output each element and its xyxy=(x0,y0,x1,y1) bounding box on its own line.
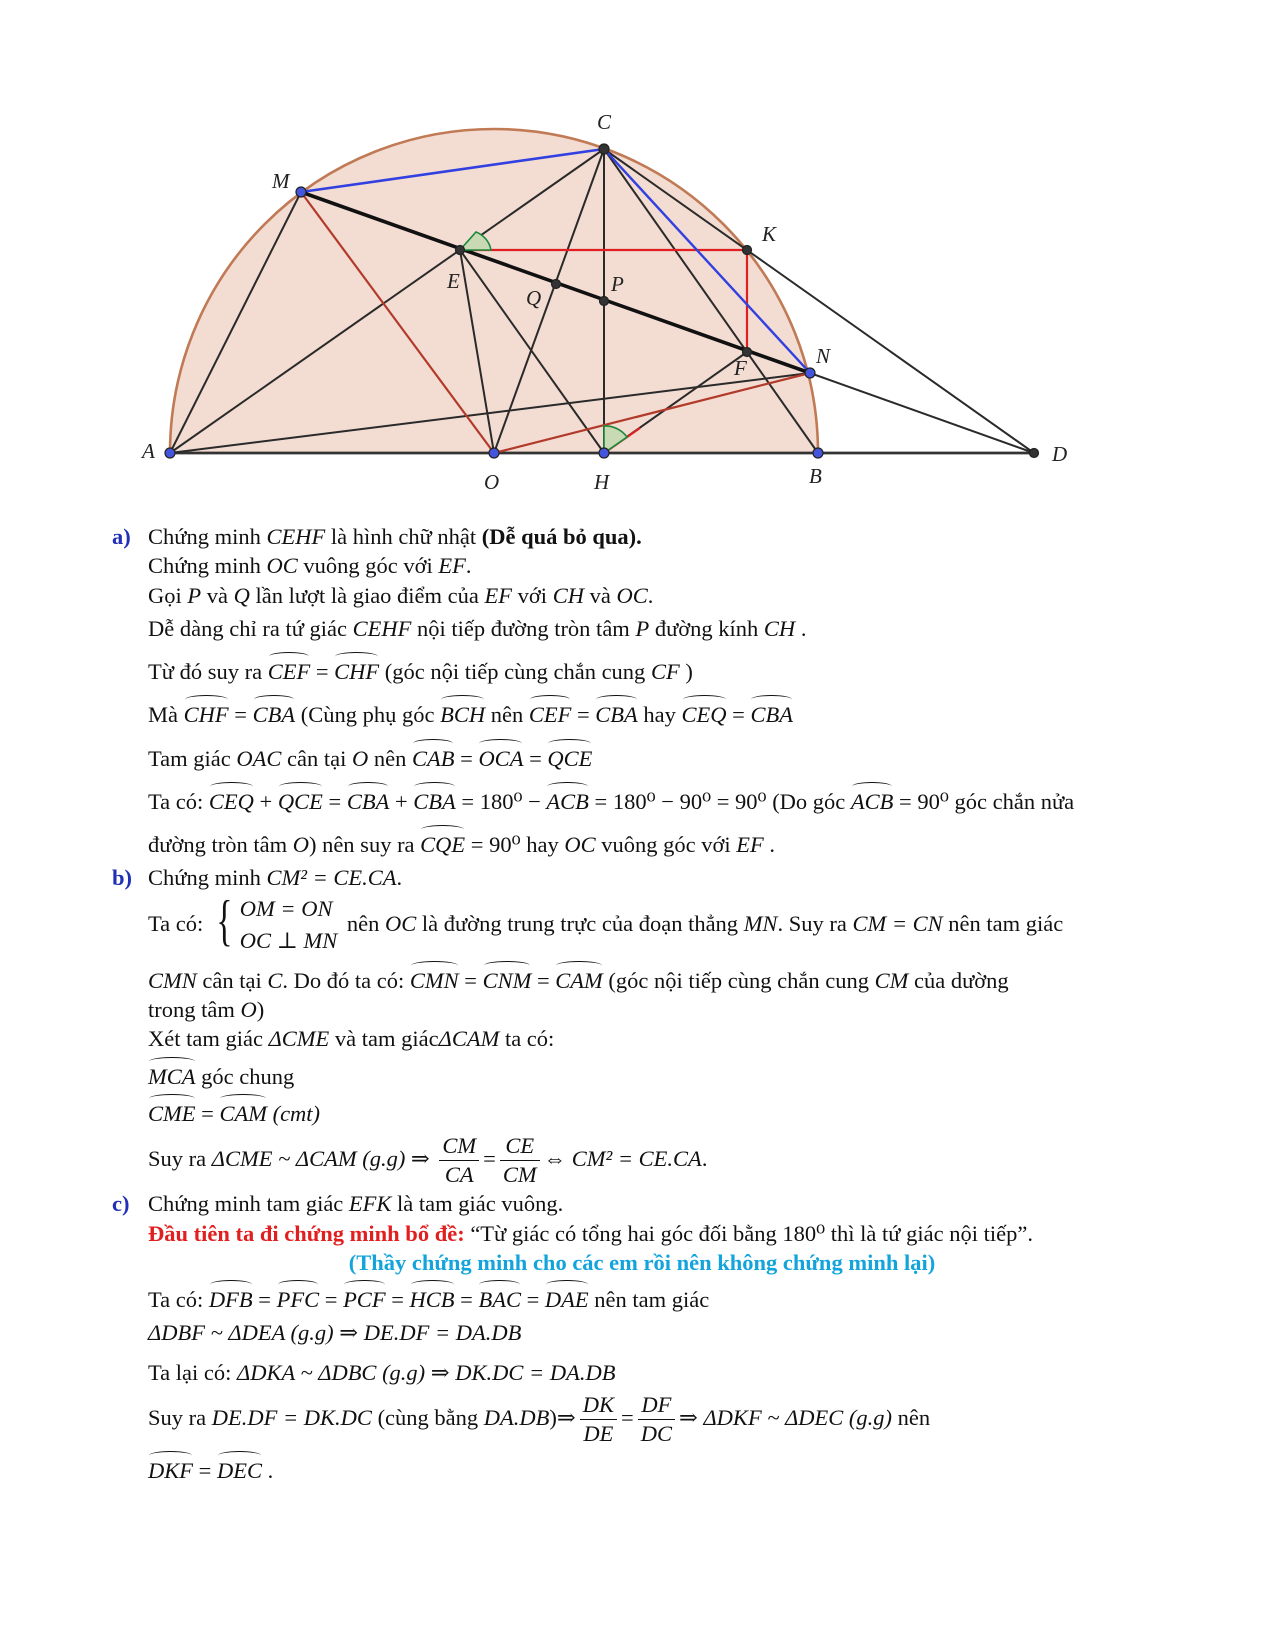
math-expression: P xyxy=(187,582,202,608)
text-fragment: Suy ra xyxy=(148,1145,207,1171)
text-fragment: vuông góc với xyxy=(303,553,433,579)
text-fragment: Đầu tiên ta đi chứng minh bổ đề: xyxy=(148,1220,465,1246)
math-expression: ΔCME xyxy=(268,1026,330,1052)
fraction-ce-cm xyxy=(500,1132,540,1189)
text-fragment: và xyxy=(589,582,611,608)
text-fragment: . xyxy=(465,553,472,579)
text-fragment: CE xyxy=(500,1132,540,1161)
text-fragment: { xyxy=(216,889,233,952)
point-O xyxy=(489,448,499,458)
text-fragment: (góc nội tiếp cùng chắn cung xyxy=(608,967,869,993)
text-fragment: và xyxy=(206,582,228,608)
point-A xyxy=(165,448,175,458)
geometry-figure xyxy=(0,0,1275,505)
math-expression: OAC xyxy=(236,745,282,771)
text-fragment: )⇒ xyxy=(549,1404,576,1430)
label-A: A xyxy=(142,439,155,463)
part-a-line-2 xyxy=(112,551,1192,580)
text-fragment: . xyxy=(647,582,654,608)
part-c-number: c) xyxy=(112,1191,130,1217)
point-B xyxy=(813,448,823,458)
text-fragment: . xyxy=(267,1458,274,1483)
text-fragment: = xyxy=(460,745,473,771)
label-D: D xyxy=(1052,442,1068,466)
fraction-dk-de xyxy=(580,1391,617,1448)
text-fragment: góc chung xyxy=(201,1063,295,1089)
label-C: C xyxy=(597,110,612,134)
text-fragment: góc chắn nửa xyxy=(954,788,1075,814)
text-fragment: = xyxy=(315,659,329,684)
part-b-line-2 xyxy=(112,889,1192,958)
text-fragment: . xyxy=(800,615,807,641)
text-fragment: Ta lại có: xyxy=(148,1359,232,1385)
part-b-line-3 xyxy=(112,962,1192,995)
fraction-cm-ca xyxy=(439,1132,479,1189)
text-fragment: = xyxy=(483,1145,496,1171)
point-E xyxy=(456,246,465,255)
part-c-line-7 xyxy=(112,1391,1192,1448)
text-fragment: . xyxy=(701,1145,708,1171)
math-expression: EFK xyxy=(348,1191,392,1217)
text-fragment: nội tiếp đường tròn tâm xyxy=(416,615,630,641)
text-fragment: đường kính xyxy=(654,615,759,641)
label-Q: Q xyxy=(526,286,542,310)
text-fragment: cân tại xyxy=(202,967,262,993)
label-O: O xyxy=(484,470,500,494)
text-fragment: là đường trung trực của đoạn thẳng xyxy=(421,910,739,936)
text-fragment: hay xyxy=(643,702,676,728)
text-fragment: nên xyxy=(897,1404,931,1430)
angle-expression: CBA xyxy=(347,783,390,816)
math-expression: OC xyxy=(384,910,417,936)
point-D xyxy=(1030,449,1039,458)
text-fragment: = xyxy=(198,1458,212,1483)
text-fragment: Từ đó suy ra xyxy=(148,659,263,684)
text-fragment: đường tròn tâm xyxy=(148,832,288,857)
math-expression: DE.DF = DK.DC xyxy=(211,1404,372,1430)
part-b-line-8 xyxy=(112,1132,1192,1189)
text-fragment: CM xyxy=(502,1162,537,1188)
solution-text xyxy=(112,522,1192,1485)
text-fragment: nên xyxy=(373,745,407,771)
math-expression: O xyxy=(351,745,369,771)
text-fragment: Ta có: xyxy=(148,788,204,814)
text-fragment: nên xyxy=(346,910,380,936)
text-fragment: = xyxy=(621,1404,634,1430)
text-fragment: nên tam giác xyxy=(594,1287,710,1312)
text-fragment: Chứng minh xyxy=(148,865,261,891)
text-fragment: = xyxy=(201,1100,214,1126)
part-a-line-4 xyxy=(112,614,1192,643)
text-fragment: Gọi xyxy=(148,582,182,608)
part-b-line-4 xyxy=(112,995,1192,1024)
text-fragment: Chứng minh tam giác xyxy=(148,1191,344,1217)
text-fragment: = xyxy=(576,702,590,728)
text-fragment: OC ⊥ MN xyxy=(239,928,338,954)
text-fragment: Suy ra xyxy=(148,1404,207,1430)
label-K: K xyxy=(762,222,777,246)
angle-expression: DFB xyxy=(209,1281,253,1314)
angle-expression: QCE xyxy=(547,740,592,773)
angle-expression: CAM xyxy=(555,962,603,995)
point-Q xyxy=(552,280,561,289)
text-fragment: = 90⁰ xyxy=(899,788,949,814)
angle-expression: CAB xyxy=(412,740,455,773)
math-expression: (cmt) xyxy=(272,1100,321,1126)
text-fragment: (góc nội tiếp cùng chắn cung xyxy=(384,659,646,684)
angle-expression: CEQ xyxy=(682,696,727,729)
text-fragment: ) xyxy=(685,659,693,684)
math-expression: CMN xyxy=(148,967,197,993)
part-c-line-4 xyxy=(112,1281,1192,1314)
angle-expression: HCB xyxy=(410,1281,455,1314)
math-expression: P xyxy=(635,615,650,641)
part-c-line-2 xyxy=(112,1219,1192,1248)
angle-expression: BAC xyxy=(478,1281,521,1314)
point-K xyxy=(743,246,752,255)
text-fragment: Ta có: xyxy=(148,910,204,936)
text-fragment xyxy=(240,893,337,958)
angle-expression: CNM xyxy=(483,962,532,995)
text-fragment: cân tại xyxy=(287,745,347,771)
part-a-number: a) xyxy=(112,524,131,549)
text-fragment: = xyxy=(324,1287,338,1312)
angle-expression: CME xyxy=(148,1095,196,1128)
text-fragment: “Từ giác có tổng hai góc đối bằng 180⁰ thì là tứ giác nội tiếp”. xyxy=(470,1220,1033,1246)
math-expression: C xyxy=(267,967,283,993)
angle-expression: DAE xyxy=(545,1281,589,1314)
text-fragment: . Suy ra xyxy=(777,910,847,936)
angle-expression: QCE xyxy=(278,783,323,816)
text-fragment: Tam giác xyxy=(148,745,231,771)
text-fragment: = xyxy=(526,1287,540,1312)
text-fragment: = xyxy=(536,967,550,993)
part-a-line-1: a) Chứng minh CEHF là hình chữ nhật (Dễ quá bỏ qua). xyxy=(112,522,1192,551)
text-fragment: ta có: xyxy=(504,1026,555,1052)
angle-expression: CEF xyxy=(529,696,572,729)
part-b-line-5 xyxy=(112,1024,1192,1053)
angle-expression: PCF xyxy=(343,1281,386,1314)
text-fragment: = xyxy=(732,702,745,728)
text-fragment: của dường xyxy=(913,967,1009,993)
angle-expression: DEC xyxy=(217,1452,262,1485)
angle-expression: CAM xyxy=(219,1095,267,1128)
text-fragment: (cùng bằng xyxy=(377,1404,479,1430)
text-fragment: = 180⁰ − xyxy=(461,788,541,814)
equation-system xyxy=(211,889,338,958)
math-expression: ΔDKA ~ ΔDBC (g.g) ⇒ DK.DC = DA.DB xyxy=(237,1359,616,1385)
math-expression: OC xyxy=(266,553,298,579)
math-expression: CM² = CE.CA xyxy=(266,865,397,891)
part-c-line-5 xyxy=(112,1318,1192,1347)
part-b-line-7 xyxy=(112,1095,1192,1128)
text-fragment: = xyxy=(391,1287,404,1312)
text-fragment: nên tam giác xyxy=(948,910,1064,936)
math-expression: ⇔ CM² = CE.CA xyxy=(543,1145,702,1171)
angle-expression: ACB xyxy=(546,783,589,816)
math-expression: CM = CN xyxy=(852,910,943,936)
text-fragment: Mà xyxy=(148,702,178,728)
math-expression: MN xyxy=(743,910,778,936)
angle-expression: BCH xyxy=(440,696,485,729)
math-expression: Q xyxy=(233,582,250,608)
text-fragment: = xyxy=(529,745,542,771)
text-fragment: = xyxy=(464,967,477,993)
part-a-line-7 xyxy=(112,740,1192,773)
angle-expression: DKF xyxy=(148,1452,193,1485)
text-fragment: (Cùng phụ góc xyxy=(300,702,435,728)
text-fragment: Ta có: xyxy=(148,1287,204,1312)
text-fragment: DC xyxy=(640,1420,672,1446)
point-H xyxy=(599,448,609,458)
angle-expression: CQE xyxy=(420,826,465,859)
angle-expression: CHF xyxy=(334,653,379,686)
math-expression: CH xyxy=(552,582,584,608)
text-fragment: = xyxy=(234,702,247,728)
text-fragment: lần lượt là giao điểm của xyxy=(255,582,479,608)
label-M: M xyxy=(272,169,290,193)
point-P xyxy=(600,297,609,306)
point-N xyxy=(805,368,815,378)
text-fragment: DK xyxy=(580,1391,617,1420)
text-fragment: trong tâm xyxy=(148,997,235,1022)
text-fragment: (Do góc xyxy=(772,788,846,814)
angle-expression: OCA xyxy=(478,740,523,773)
part-a-line-8 xyxy=(112,783,1192,816)
angle-expression: CEF xyxy=(268,653,311,686)
math-expression: EF xyxy=(438,553,466,579)
math-expression: EF xyxy=(484,582,513,608)
angle-expression: ACB xyxy=(851,783,894,816)
angle-expression: CEQ xyxy=(209,783,254,816)
text-fragment: OM = ON xyxy=(239,895,333,921)
part-c-line-1 xyxy=(112,1189,1192,1218)
text-fragment: DF xyxy=(638,1391,675,1420)
label-B: B xyxy=(809,464,822,488)
math-expression: EF xyxy=(736,832,764,857)
text-fragment: ) xyxy=(256,997,265,1022)
text-fragment: . xyxy=(396,865,403,891)
angle-expression: PFC xyxy=(277,1281,320,1314)
math-expression: O xyxy=(292,832,309,857)
text-fragment: CA xyxy=(444,1162,474,1188)
part-c-line-8 xyxy=(112,1452,1192,1485)
math-expression: OC xyxy=(564,832,596,857)
math-expression: ⇒ ΔDKF ~ ΔDEC (g.g) xyxy=(679,1404,893,1430)
text-fragment: DE xyxy=(583,1420,614,1446)
angle-expression: CBA xyxy=(253,696,296,729)
math-expression: O xyxy=(240,997,257,1022)
text-fragment: ) nên suy ra xyxy=(308,832,415,857)
text-fragment: và tam giác xyxy=(334,1026,439,1052)
math-expression: CM xyxy=(874,967,909,993)
point-C xyxy=(599,144,609,154)
text-fragment: Xét tam giác xyxy=(148,1026,263,1052)
angle-expression: CMN xyxy=(410,962,459,995)
math-expression: CF xyxy=(650,659,680,684)
angle-expression: CBA xyxy=(413,783,456,816)
text-fragment: = xyxy=(258,1287,271,1312)
part-c-line-3 xyxy=(112,1248,1172,1277)
label-E: E xyxy=(447,269,460,293)
text-fragment: CM xyxy=(439,1132,479,1161)
label-H: H xyxy=(594,470,610,494)
angle-expression: CBA xyxy=(595,696,638,729)
text-fragment: nên xyxy=(490,702,524,728)
text-fragment: + xyxy=(394,788,408,814)
label-F: F xyxy=(734,356,747,380)
text-fragment: = xyxy=(460,1287,473,1312)
text-fragment: vuông góc với xyxy=(601,832,731,857)
part-a-line-6 xyxy=(112,696,1192,729)
text-fragment: Dễ dàng chỉ ra tứ giác xyxy=(148,615,347,641)
text-fragment: . Do đó ta có: xyxy=(282,967,405,993)
semicircle-disk xyxy=(170,129,818,453)
text-fragment: với xyxy=(517,582,548,608)
part-b-number: b) xyxy=(112,865,133,891)
angle-expression: MCA xyxy=(148,1058,196,1091)
text-fragment: Chứng minh xyxy=(148,553,261,579)
point-M xyxy=(296,187,306,197)
fraction-df-dc xyxy=(638,1391,675,1448)
math-expression: CEHF xyxy=(352,615,412,641)
text-fragment: hay xyxy=(526,832,559,857)
part-a-line-9 xyxy=(112,826,1192,859)
part-a-line-5 xyxy=(112,653,1192,686)
line-ND xyxy=(810,373,1034,453)
text-fragment: = 180⁰ − 90⁰ = 90⁰ xyxy=(594,788,767,814)
math-expression: DA.DB xyxy=(483,1404,550,1430)
math-expression: ΔCME ~ ΔCAM (g.g) ⇒ xyxy=(211,1145,430,1171)
part-b-line-6 xyxy=(112,1058,1192,1091)
math-expression: ΔCAM xyxy=(438,1026,500,1052)
text-fragment: là tam giác vuông. xyxy=(397,1191,564,1217)
text-fragment: = 90⁰ xyxy=(470,832,521,857)
math-expression: CH xyxy=(763,615,796,641)
angle-expression: CHF xyxy=(184,696,229,729)
text-fragment: (Thầy chứng minh cho các em rồi nên không chứng minh lại) xyxy=(348,1249,936,1275)
text-fragment: . xyxy=(769,832,776,857)
part-c-line-6 xyxy=(112,1358,1192,1387)
label-N: N xyxy=(816,344,831,368)
math-expression: OC xyxy=(616,582,648,608)
text-fragment: = xyxy=(328,788,342,814)
part-a-line-3 xyxy=(112,581,1192,610)
part-b-line-1 xyxy=(112,863,1192,892)
text-fragment: + xyxy=(259,788,273,814)
angle-expression: CBA xyxy=(750,696,793,729)
label-P: P xyxy=(611,272,624,296)
math-expression: ΔDBF ~ ΔDEA (g.g) ⇒ DE.DF = DA.DB xyxy=(148,1320,522,1346)
